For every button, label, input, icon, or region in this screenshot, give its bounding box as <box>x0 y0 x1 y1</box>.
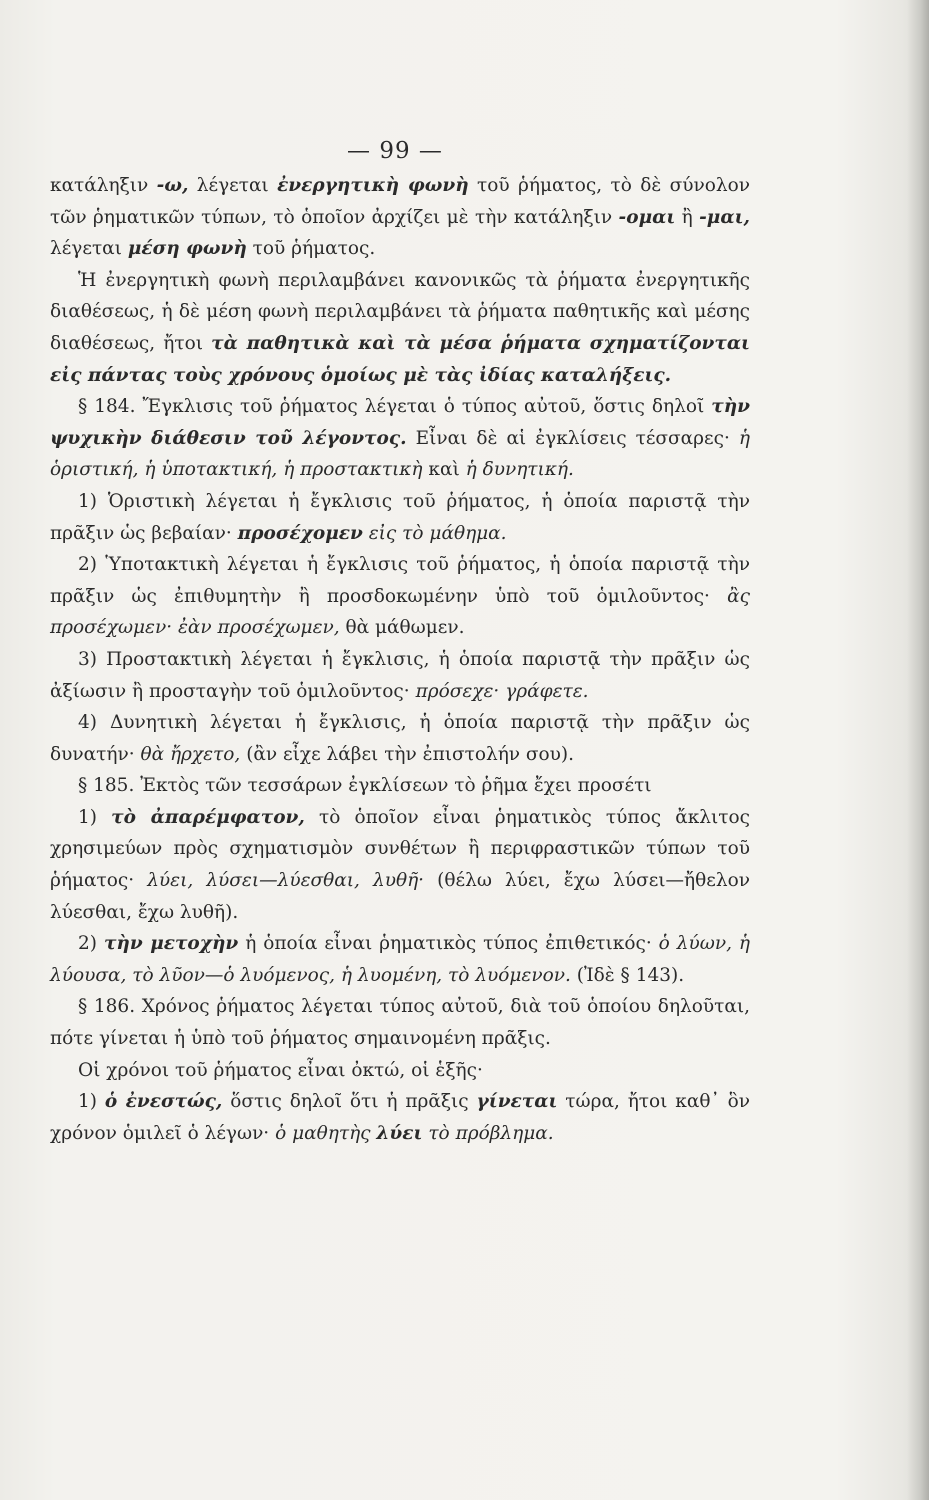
text-run: μέση φωνὴ <box>127 238 247 260</box>
text-run: (θέλω λύει, ἔχω λύσει—ἤθελον λύεσθαι, ἔχω λυθῆ). <box>50 870 750 923</box>
text-run: 2) <box>78 933 104 955</box>
text-run: ὅστις δηλοῖ ὅτι ἡ πρᾶξις <box>222 1091 477 1113</box>
text-run: § 184. Ἔγκλισις τοῦ ῥήματος λέγεται ὁ τύπος αὐτοῦ, ὅστις δηλοῖ <box>78 396 712 418</box>
text-run: λέγεται <box>50 238 128 260</box>
text-run: 2) Ὑποτακτικὴ λέγεται ἡ ἔγκλισις τοῦ ῥήματος, ἡ ὁποία παριστᾷ τὴν πρᾶξιν ὡς ἐπιθυμητὴν ἢ προσδοκωμένην ὑπὸ τοῦ ὁμιλοῦντος· <box>50 554 750 607</box>
paragraph-section-184 <box>50 391 750 486</box>
text-run: τοῦ ῥήματος. <box>246 238 376 260</box>
page-edge-shadow <box>907 0 929 1500</box>
text-run: 1) <box>78 1091 105 1113</box>
text-run: θὰ ἤρχετο, <box>140 743 241 765</box>
paragraph-2 <box>50 265 750 391</box>
text-run: 4) Δυνητικὴ λέγεται ἡ ἔγκλισις, ἡ ὁποία παριστᾷ τὴν πρᾶξιν ὡς δυνατήν· <box>50 712 750 765</box>
paragraph-indicative <box>50 486 750 549</box>
text-run: τώρα, ἤτοι καθ᾽ ὃν χρόνον ὁμιλεῖ ὁ λέγων· <box>50 1091 750 1144</box>
paragraph-section-185 <box>50 770 750 802</box>
text-run: ἂς προσέχωμεν· ἐὰν προσέχωμεν, <box>50 585 750 639</box>
page-number: — 99 — <box>347 138 443 164</box>
text-run: (Ἰδὲ § 143). <box>570 964 685 986</box>
text-run: -ομαι <box>618 206 676 228</box>
text-run: ἐνεργητικὴ φωνὴ <box>277 175 469 196</box>
paragraph-present <box>50 1086 750 1149</box>
text-run: τὴν μετοχὴν <box>103 933 239 955</box>
paragraph-tenses <box>50 1055 750 1087</box>
text-run: -ω, <box>156 175 189 196</box>
text-run: λέγεται <box>188 175 278 196</box>
text-run: ἡ ὁποία εἶναι ῥηματικὸς τύπος ἐπιθετικός· <box>238 933 659 955</box>
text-run: (ἂν εἶχε λάβει τὴν ἐπιστολήν σου). <box>240 743 575 765</box>
text-run: § 186. Χρόνος ῥήματος λέγεται τύπος αὐτοῦ, διὰ τοῦ ὁποίου δηλοῦται, πότε γίνεται ἡ ὑπὸ τοῦ ῥήματος σημαινομένη πρᾶξις. <box>50 996 750 1050</box>
paragraph-1 <box>50 170 750 265</box>
text-run: ἡ ὁριστική, ἡ ὑποτακτική, ἡ προστακτικὴ <box>50 427 750 481</box>
paragraph-section-186 <box>50 991 750 1054</box>
text-run: ὁ μαθητὴς <box>275 1122 371 1144</box>
text-run: ὁ ἐνεστώς, <box>104 1091 223 1113</box>
text-run: καὶ <box>422 459 466 481</box>
text-run: -μαι, <box>699 206 750 228</box>
text-run: λύει <box>376 1122 423 1144</box>
text-run: τὸ ἀπαρέμφατον, <box>111 806 305 828</box>
text-run: Εἶναι δὲ αἱ ἐγκλίσεις τέσσαρες· <box>406 427 739 449</box>
page-body <box>50 170 750 1149</box>
text-run: θὰ μάθωμεν. <box>339 617 465 639</box>
text-run: ὁ λύων, ἡ λύουσα, τὸ λῦον—ὁ λυόμενος, ἡ λυομένη, τὸ λυόμενον. <box>50 933 750 986</box>
text-run: λύει, λύσει—λύεσθαι, λυθῆ· <box>147 870 425 892</box>
text-run: τὸ πρόβλημα. <box>428 1122 554 1144</box>
text-run: γίνεται <box>476 1091 558 1113</box>
text-run: § 185. Ἐκτὸς τῶν τεσσάρων ἐγκλίσεων τὸ ῥῆμα ἔχει προσέτι <box>78 775 652 797</box>
paragraph-subjunctive <box>50 549 750 644</box>
text-run: 3) Προστακτικὴ λέγεται ἡ ἔγκλισις, ἡ ὁποία παριστᾷ τὴν πρᾶξιν ὡς ἀξίωσιν ἢ προσταγὴν τοῦ ὁμιλοῦντος· <box>50 648 750 702</box>
text-run: κατάληξιν <box>50 175 157 196</box>
text-run: ἢ <box>675 206 700 228</box>
paragraph-imperative <box>50 644 750 707</box>
text-run: ἡ δυνητική. <box>465 459 574 481</box>
text-run: εἰς τὸ μάθημα. <box>368 522 507 544</box>
text-run: Ἡ ἐνεργητικὴ φωνὴ περιλαμβάνει κανονικῶς τὰ ῥήματα ἐνεργητικῆς διαθέσεως, ἡ δὲ μέση φωνὴ περιλαμβάνει τὰ ῥήματα παθητικῆς καὶ μέσης διαθέσεως, ἤτοι <box>50 269 750 354</box>
paragraph-potential <box>50 707 750 770</box>
text-run: Οἱ χρόνοι τοῦ ῥήματος εἶναι ὀκτώ, οἱ ἑξῆς· <box>78 1059 483 1081</box>
text-run: 1) Ὁριστικὴ λέγεται ἡ ἔγκλισις τοῦ ῥήματος, ἡ ὁποία παριστᾷ τὴν πρᾶξιν ὡς βεβαίαν· <box>50 490 750 544</box>
paragraph-participle <box>50 928 750 991</box>
text-run: τὸ ὁποῖον εἶναι ῥηματικὸς τύπος ἄκλιτος χρησιμεύων πρὸς σχηματισμὸν συνθέτων ἢ περιφραστικῶν τύπων τοῦ ῥήματος· <box>50 806 750 892</box>
text-run: πρόσεχε· γράφετε. <box>415 680 589 702</box>
text-run: τὴν ψυχικὴν διάθεσιν τοῦ λέγοντος. <box>50 396 750 449</box>
text-run: τοῦ ῥήματος, τὸ δὲ σύνολον τῶν ῥηματικῶν τύπων, τὸ ὁποῖον ἀρχίζει μὲ τὴν κατάληξιν <box>50 175 751 228</box>
text-run: 1) <box>78 806 112 828</box>
text-run: προσέχομεν <box>237 522 363 544</box>
text-run: τὰ παθητικὰ καὶ τὰ μέσα ῥήματα σχηματίζονται εἰς πάντας τοὺς χρόνους ὁμοίως μὲ τὰς ἰδίας καταλήξεις. <box>50 332 751 386</box>
paragraph-infinitive <box>50 802 750 928</box>
